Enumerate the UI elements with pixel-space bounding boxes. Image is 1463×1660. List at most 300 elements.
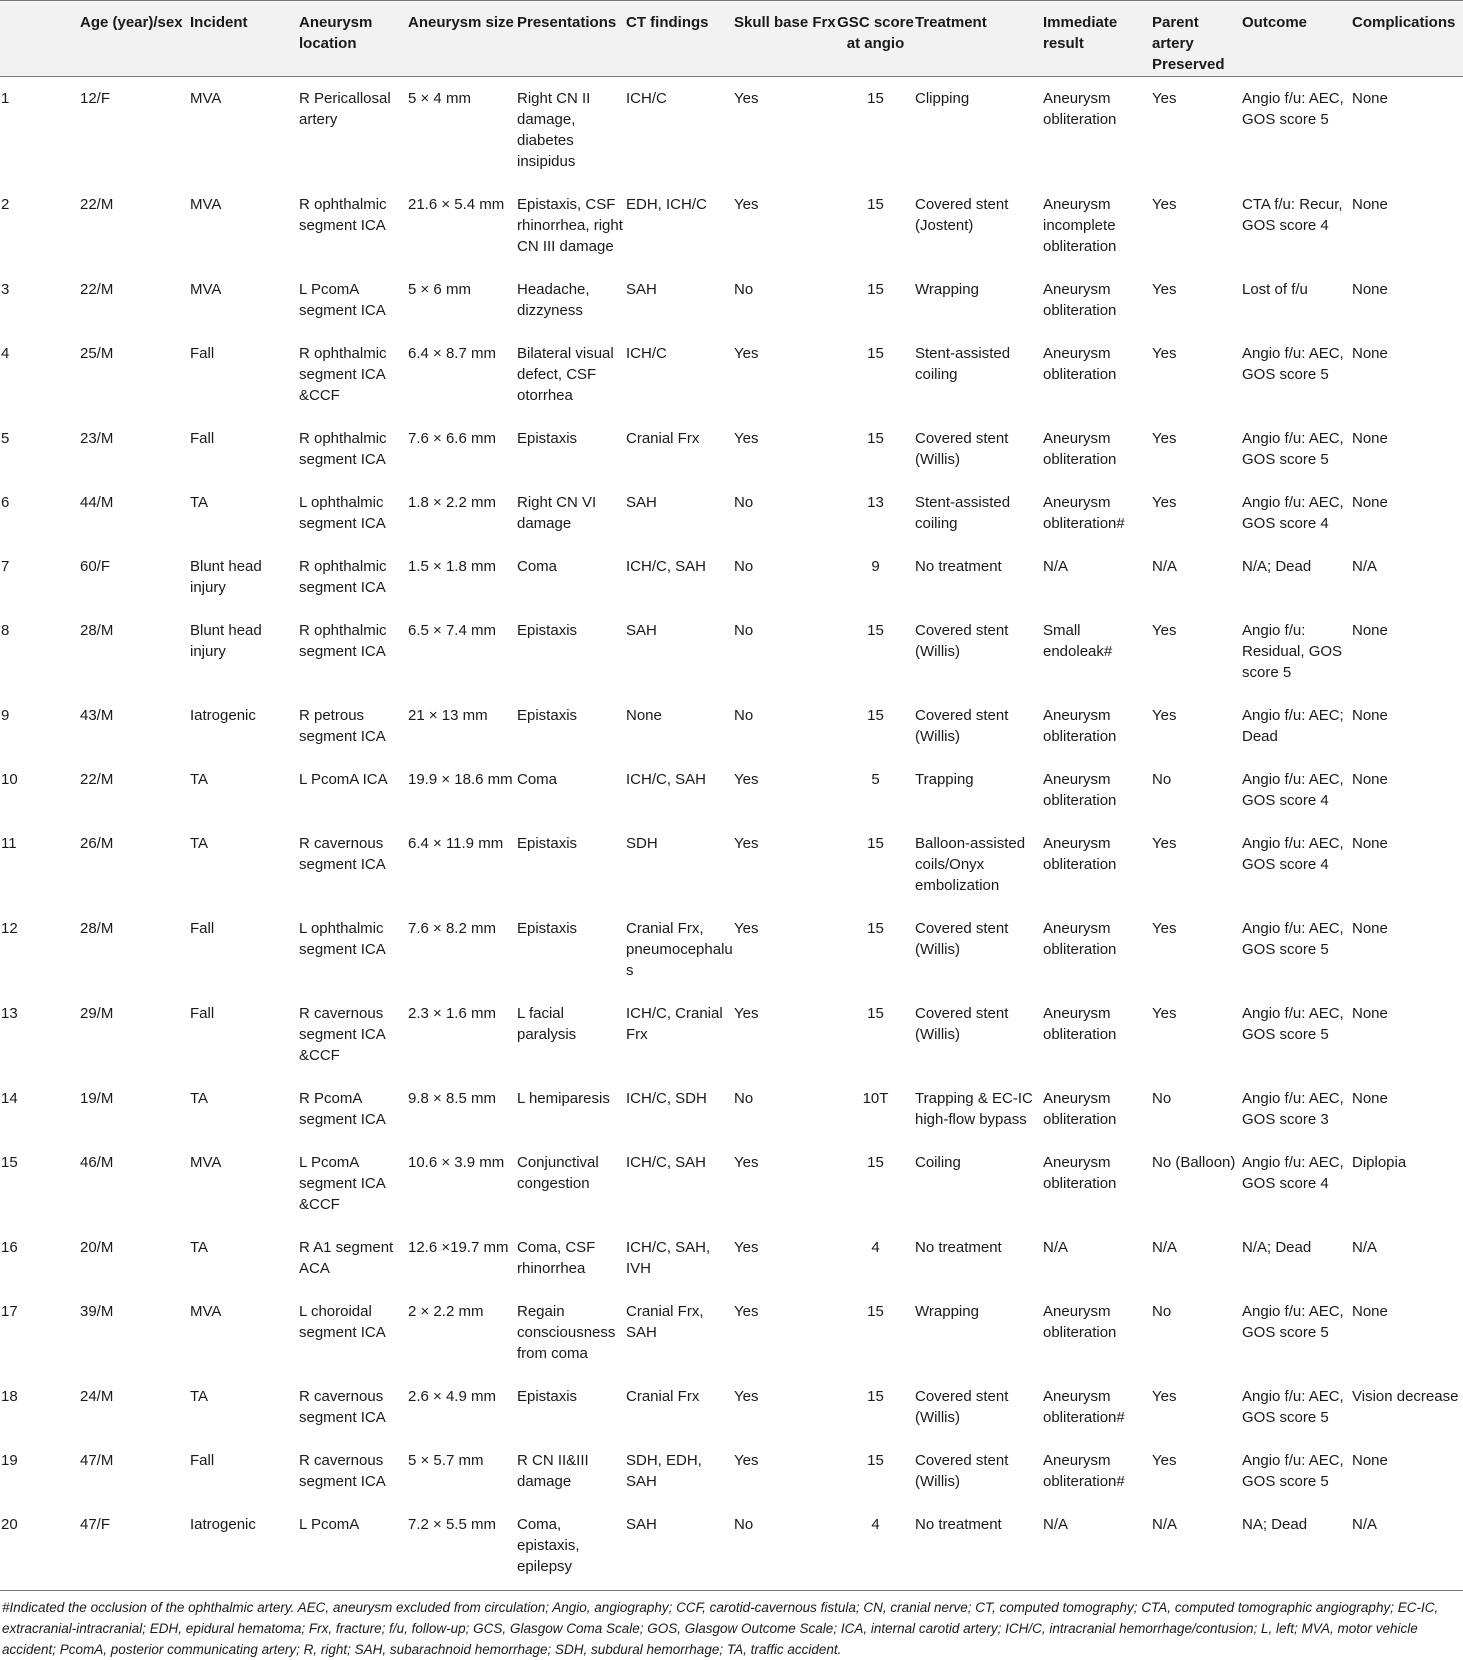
cell-age-sex: 39/M <box>80 1303 114 1320</box>
cell-ct-findings: ICH/C, Cranial Frx <box>626 1005 723 1043</box>
cell-presentations: Right CN II damage, diabetes insipidus <box>517 90 591 170</box>
cell-incident: MVA <box>190 1303 222 1320</box>
cell-ct-findings: Cranial Frx, pneumocephalus <box>626 920 733 979</box>
cell-age-sex: 28/M <box>80 622 114 639</box>
cell-aneurysm-size: 2 × 2.2 mm <box>408 1303 484 1320</box>
cell-presentations: Headache, dizzyness <box>517 281 590 319</box>
cell-parent-artery-preserved: No (Balloon) <box>1152 1154 1236 1171</box>
cell-gsc-score: 15 <box>867 622 884 639</box>
cell-incident: MVA <box>190 281 222 298</box>
cell-case-number: 16 <box>1 1239 18 1256</box>
cell-immediate-result: Aneurysm obliteration <box>1043 281 1117 319</box>
cell-skull-base-frx: Yes <box>734 345 759 362</box>
cell-skull-base-frx: No <box>734 707 754 724</box>
table-row <box>0 545 1463 609</box>
header-incident: Incident <box>189 1 298 77</box>
cell-age-sex: 29/M <box>80 1005 114 1022</box>
cell-immediate-result: Aneurysm obliteration# <box>1043 1452 1125 1490</box>
cell-complications: N/A <box>1352 558 1378 575</box>
cell-parent-artery-preserved: Yes <box>1152 281 1177 298</box>
cell-case-number: 3 <box>1 281 10 298</box>
cell-ct-findings: ICH/C <box>626 90 667 107</box>
cell-complications: None <box>1352 90 1388 107</box>
cell-case-number: 10 <box>1 771 18 788</box>
cell-case-number: 9 <box>1 707 10 724</box>
cell-aneurysm-size: 6.4 × 8.7 mm <box>408 345 496 362</box>
cell-aneurysm-size: 5 × 4 mm <box>408 90 471 107</box>
cell-treatment: Balloon-assisted coils/Onyx embolization <box>915 835 1026 894</box>
cell-complications: None <box>1352 1303 1388 1320</box>
cell-treatment: Covered stent (Willis) <box>915 1388 1009 1426</box>
cell-aneurysm-location: L choroidal segment ICA <box>299 1303 386 1341</box>
cell-aneurysm-location: R A1 segment ACA <box>299 1239 394 1277</box>
cell-treatment: Trapping <box>915 771 974 788</box>
cell-aneurysm-size: 2.6 × 4.9 mm <box>408 1388 496 1405</box>
header-aneurysm-location: Aneurysm location <box>298 1 407 77</box>
table-row <box>0 1077 1463 1141</box>
cell-complications: Vision decrease <box>1352 1388 1459 1405</box>
cell-age-sex: 46/M <box>80 1154 114 1171</box>
cell-case-number: 1 <box>1 90 10 107</box>
cell-complications: None <box>1352 430 1388 447</box>
cell-case-number: 20 <box>0 1503 79 1591</box>
cell-ct-findings: ICH/C, SAH, IVH <box>626 1239 711 1277</box>
table-row <box>0 1439 1463 1503</box>
cell-age-sex: 47/M <box>80 1452 114 1469</box>
cell-case-number: 19 <box>1 1452 18 1469</box>
cell-parent-artery-preserved: Yes <box>1152 1452 1177 1469</box>
cell-gsc-score: 15 <box>867 1005 884 1022</box>
cell-ct-findings: ICH/C, SAH <box>626 771 707 788</box>
cell-aneurysm-size: 12.6 ×19.7 mm <box>408 1239 509 1256</box>
cell-case-number: 8 <box>1 622 10 639</box>
cell-presentations: Epistaxis <box>517 1388 578 1405</box>
cell-ct-findings: Cranial Frx <box>626 430 700 447</box>
cell-parent-artery-preserved: Yes <box>1152 494 1177 511</box>
cell-age-sex: 28/M <box>80 920 114 937</box>
cell-aneurysm-location: R petrous segment ICA <box>299 707 386 745</box>
cell-treatment: Covered stent (Willis) <box>915 1005 1009 1043</box>
header-aneurysm-size: Aneurysm size <box>407 1 516 77</box>
cell-incident: MVA <box>190 90 222 107</box>
cell-aneurysm-size: 6.4 × 11.9 mm <box>408 835 504 852</box>
cell-gsc-score: 15 <box>867 281 884 298</box>
cell-aneurysm-location: L PcomA <box>298 1503 407 1591</box>
cell-immediate-result: Aneurysm obliteration <box>1043 707 1117 745</box>
cell-immediate-result: Aneurysm obliteration <box>1043 1005 1117 1043</box>
header-gsc-score: GSC score at angio <box>836 1 914 77</box>
cell-case-number: 12 <box>1 920 18 937</box>
cell-parent-artery-preserved: N/A <box>1152 1239 1178 1256</box>
cell-aneurysm-size: 21.6 × 5.4 mm <box>408 196 505 213</box>
cell-age-sex: 44/M <box>80 494 114 511</box>
cell-complications: None <box>1352 835 1388 852</box>
cell-age-sex: 20/M <box>80 1239 114 1256</box>
cell-incident: TA <box>190 1388 209 1405</box>
table-row <box>0 1290 1463 1375</box>
cell-ct-findings: ICH/C, SAH <box>626 558 707 575</box>
cell-incident: TA <box>190 835 209 852</box>
cell-complications: None <box>1352 622 1388 639</box>
cell-gsc-score: 15 <box>867 90 884 107</box>
cell-presentations: Coma <box>517 558 558 575</box>
cell-parent-artery-preserved: Yes <box>1152 430 1177 447</box>
cell-outcome: Angio f/u: AEC, GOS score 4 <box>1242 835 1344 873</box>
header-ct-findings: CT findings <box>625 1 733 77</box>
cell-aneurysm-location: L PcomA ICA <box>299 771 388 788</box>
table-row <box>0 822 1463 907</box>
cell-gsc-score: 15 <box>867 835 884 852</box>
cell-immediate-result: Aneurysm obliteration <box>1043 430 1117 468</box>
cell-immediate-result: N/A <box>1043 1239 1069 1256</box>
cell-outcome: NA; Dead <box>1241 1503 1351 1591</box>
header-presentations: Presentations <box>516 1 625 77</box>
cell-treatment: Wrapping <box>915 1303 979 1320</box>
cell-outcome: Angio f/u: AEC; Dead <box>1242 707 1344 745</box>
cell-skull-base-frx: Yes <box>734 1388 759 1405</box>
cell-complications: None <box>1352 1090 1388 1107</box>
cell-complications: N/A <box>1351 1503 1463 1591</box>
cell-skull-base-frx: No <box>734 494 754 511</box>
cell-ct-findings: EDH, ICH/C <box>626 196 707 213</box>
header-complications: Complications <box>1351 1 1463 77</box>
cell-gsc-score: 15 <box>867 1154 884 1171</box>
cell-skull-base-frx: Yes <box>734 1239 759 1256</box>
cell-aneurysm-size: 9.8 × 8.5 mm <box>408 1090 496 1107</box>
cell-parent-artery-preserved: Yes <box>1152 196 1177 213</box>
cell-aneurysm-location: R cavernous segment ICA <box>299 835 386 873</box>
cell-treatment: Stent-assisted coiling <box>915 494 1011 532</box>
cell-parent-artery-preserved: Yes <box>1152 835 1177 852</box>
cell-case-number: 18 <box>1 1388 18 1405</box>
cell-skull-base-frx: No <box>734 1090 754 1107</box>
cell-gsc-score: 5 <box>871 771 880 788</box>
cell-incident: MVA <box>190 1154 222 1171</box>
cell-parent-artery-preserved: Yes <box>1152 1005 1177 1022</box>
cell-skull-base-frx: No <box>733 1503 836 1591</box>
cell-age-sex: 22/M <box>80 281 114 298</box>
cell-complications: Diplopia <box>1352 1154 1407 1171</box>
cell-skull-base-frx: No <box>734 622 754 639</box>
cell-treatment: Trapping & EC-IC high-flow bypass <box>915 1090 1033 1128</box>
cell-incident: Fall <box>190 1005 215 1022</box>
cell-skull-base-frx: Yes <box>734 1303 759 1320</box>
cell-ct-findings: None <box>626 707 662 724</box>
cell-ct-findings: ICH/C <box>626 345 667 362</box>
cell-presentations: R CN II&III damage <box>517 1452 589 1490</box>
header-case-number <box>0 1 79 77</box>
cell-incident: Fall <box>190 1452 215 1469</box>
cell-skull-base-frx: Yes <box>734 90 759 107</box>
cell-aneurysm-location: R cavernous segment ICA <box>299 1452 386 1490</box>
cell-aneurysm-location: R PcomA segment ICA <box>299 1090 386 1128</box>
cell-presentations: Regain consciousness from coma <box>517 1303 616 1362</box>
cell-aneurysm-location: R ophthalmic segment ICA <box>299 558 387 596</box>
cell-parent-artery-preserved: No <box>1152 1303 1172 1320</box>
cell-case-number: 11 <box>1 835 17 852</box>
cell-aneurysm-size: 6.5 × 7.4 mm <box>408 622 496 639</box>
cell-treatment: No treatment <box>915 558 1002 575</box>
cell-outcome: Angio f/u: AEC, GOS score 4 <box>1242 771 1344 809</box>
cell-complications: None <box>1352 1452 1388 1469</box>
cell-complications: None <box>1352 345 1388 362</box>
cell-aneurysm-location: L ophthalmic segment ICA <box>299 920 386 958</box>
cell-parent-artery-preserved: Yes <box>1152 345 1177 362</box>
cell-immediate-result: Small endoleak# <box>1043 622 1113 660</box>
cell-ct-findings: SAH <box>626 494 657 511</box>
cell-ct-findings: SAH <box>626 281 657 298</box>
table-row <box>0 1226 1463 1290</box>
table-row <box>0 758 1463 822</box>
table-row <box>0 1375 1463 1439</box>
cell-immediate-result: Aneurysm obliteration <box>1043 90 1117 128</box>
header-outcome: Outcome <box>1241 1 1351 77</box>
cell-aneurysm-size: 5 × 6 mm <box>408 281 471 298</box>
cell-parent-artery-preserved: No <box>1152 1090 1172 1107</box>
cell-gsc-score: 4 <box>836 1503 914 1591</box>
cell-outcome: Angio f/u: AEC, GOS score 4 <box>1242 494 1344 532</box>
cell-outcome: Angio f/u: AEC, GOS score 5 <box>1242 1388 1344 1426</box>
cell-treatment: No treatment <box>915 1239 1002 1256</box>
cell-presentations: Bilateral visual defect, CSF otorrhea <box>517 345 614 404</box>
cell-gsc-score: 10T <box>862 1090 889 1107</box>
cell-incident: Blunt head injury <box>190 558 262 596</box>
cell-immediate-result: Aneurysm obliteration <box>1043 1154 1117 1192</box>
cell-incident: MVA <box>190 196 222 213</box>
cell-treatment: Covered stent (Willis) <box>915 707 1009 745</box>
cell-aneurysm-size: 1.5 × 1.8 mm <box>408 558 496 575</box>
cell-age-sex: 22/M <box>80 771 114 788</box>
cell-case-number: 2 <box>1 196 10 213</box>
cell-outcome: Angio f/u: AEC, GOS score 5 <box>1242 1005 1344 1043</box>
cell-incident: Fall <box>190 345 215 362</box>
cell-immediate-result: Aneurysm obliteration# <box>1043 1388 1125 1426</box>
cell-incident: Blunt head injury <box>190 622 262 660</box>
cell-gsc-score: 15 <box>867 920 884 937</box>
cell-incident: Iatrogenic <box>190 707 256 724</box>
cell-aneurysm-size: 10.6 × 3.9 mm <box>408 1154 505 1171</box>
cell-outcome: Angio f/u: AEC, GOS score 4 <box>1242 1154 1344 1192</box>
cell-complications: None <box>1352 771 1388 788</box>
cell-gsc-score: 15 <box>867 707 884 724</box>
header-immediate-result: Immediate result <box>1042 1 1151 77</box>
cell-immediate-result: Aneurysm obliteration <box>1043 1303 1117 1341</box>
cell-treatment: Covered stent (Willis) <box>915 1452 1009 1490</box>
cell-aneurysm-location: R ophthalmic segment ICA &CCF <box>299 345 387 404</box>
cell-age-sex: 25/M <box>80 345 114 362</box>
cell-ct-findings: SDH <box>626 835 658 852</box>
cell-incident: TA <box>190 1239 209 1256</box>
cell-complications: None <box>1352 707 1388 724</box>
cell-aneurysm-size: 7.2 × 5.5 mm <box>407 1503 516 1591</box>
cell-aneurysm-location: L ophthalmic segment ICA <box>299 494 386 532</box>
cell-outcome: Angio f/u: AEC, GOS score 5 <box>1242 920 1344 958</box>
table-row <box>0 183 1463 268</box>
cell-age-sex: 24/M <box>80 1388 114 1405</box>
header-age-sex: Age (year)/sex <box>79 1 189 77</box>
cell-skull-base-frx: No <box>734 558 754 575</box>
cell-incident: TA <box>190 494 209 511</box>
cell-presentations: Conjunctival congestion <box>517 1154 599 1192</box>
cell-presentations: Epistaxis <box>517 835 578 852</box>
cell-incident: Iatrogenic <box>189 1503 298 1591</box>
cell-skull-base-frx: Yes <box>734 196 759 213</box>
table-row <box>0 694 1463 758</box>
cell-gsc-score: 9 <box>871 558 880 575</box>
cell-aneurysm-location: R cavernous segment ICA &CCF <box>299 1005 385 1064</box>
table-footnote: #Indicated the occlusion of the ophthalmic artery. AEC, aneurysm excluded from circulation; Angio, angiography; CCF, carotid-cavernous fistula; CN, cranial nerve; CT, computed tomography; CTA, computed tomographic angiography; EC-IC, extracranial-intracranial; EDH, epidural hematoma; Frx, fracture; f/u, follow-up; GCS, Glasgow Coma Scale; GOS, Glasgow Outcome Scale; ICA, internal carotid artery; ICH/C, intracranial hemorrhage/contusion; L, left; MVA, motor vehicle accident; PcomA, posterior communicating artery; R, right; SAH, subarachnoid hemorrhage; SDH, subdural hemorrhage; TA, traffic accident. <box>2 1600 1439 1657</box>
cell-age-sex: 22/M <box>80 196 114 213</box>
cell-parent-artery-preserved: Yes <box>1152 622 1177 639</box>
cell-outcome: Angio f/u: AEC, GOS score 5 <box>1242 90 1344 128</box>
table-header-row <box>0 1 1463 77</box>
cell-ct-findings: ICH/C, SDH <box>626 1090 707 1107</box>
cell-immediate-result: Aneurysm obliteration <box>1043 835 1117 873</box>
cell-aneurysm-size: 21 × 13 mm <box>408 707 488 724</box>
cell-outcome: Angio f/u: AEC, GOS score 5 <box>1242 430 1344 468</box>
cell-presentations: Right CN VI damage <box>517 494 597 532</box>
cell-complications: None <box>1352 281 1388 298</box>
table-row <box>0 609 1463 694</box>
cell-treatment: Stent-assisted coiling <box>915 345 1011 383</box>
cell-ct-findings: SAH <box>625 1503 733 1591</box>
cell-case-number: 6 <box>1 494 10 511</box>
cell-gsc-score: 15 <box>867 1452 884 1469</box>
cell-gsc-score: 15 <box>867 1388 884 1405</box>
cell-incident: TA <box>190 771 209 788</box>
cell-age-sex: 43/M <box>80 707 114 724</box>
cell-treatment: No treatment <box>914 1503 1042 1591</box>
cell-presentations: Epistaxis, CSF rhinorrhea, right CN III damage <box>517 196 623 255</box>
cell-treatment: Covered stent (Willis) <box>915 622 1009 660</box>
cell-outcome: Angio f/u: AEC, GOS score 5 <box>1242 345 1344 383</box>
cell-parent-artery-preserved: Yes <box>1152 1388 1177 1405</box>
cell-ct-findings: SDH, EDH, SAH <box>626 1452 702 1490</box>
cell-presentations: Epistaxis <box>517 920 578 937</box>
table-row <box>0 268 1463 332</box>
cell-aneurysm-size: 7.6 × 6.6 mm <box>408 430 496 447</box>
cell-immediate-result: Aneurysm obliteration# <box>1043 494 1125 532</box>
table-row <box>0 417 1463 481</box>
cell-presentations: Epistaxis <box>517 430 578 447</box>
cell-case-number: 5 <box>1 430 10 447</box>
cell-skull-base-frx: Yes <box>734 1452 759 1469</box>
cell-immediate-result: Aneurysm incomplete obliteration <box>1043 196 1117 255</box>
cell-treatment: Coiling <box>915 1154 961 1171</box>
cell-gsc-score: 15 <box>867 430 884 447</box>
cell-skull-base-frx: Yes <box>734 835 759 852</box>
cell-skull-base-frx: Yes <box>734 1154 759 1171</box>
header-treatment: Treatment <box>914 1 1042 77</box>
cell-outcome: N/A; Dead <box>1242 1239 1312 1256</box>
cell-skull-base-frx: Yes <box>734 771 759 788</box>
cell-age-sex: 47/F <box>79 1503 189 1591</box>
cell-age-sex: 23/M <box>80 430 114 447</box>
cell-treatment: Clipping <box>915 90 970 107</box>
cell-immediate-result: Aneurysm obliteration <box>1043 1090 1117 1128</box>
cell-outcome: N/A; Dead <box>1242 558 1312 575</box>
cell-aneurysm-location: R ophthalmic segment ICA <box>299 622 387 660</box>
cell-outcome: Angio f/u: AEC, GOS score 5 <box>1242 1303 1344 1341</box>
cell-complications: None <box>1352 1005 1388 1022</box>
cell-immediate-result: Aneurysm obliteration <box>1043 920 1117 958</box>
cell-gsc-score: 15 <box>867 345 884 362</box>
cell-aneurysm-size: 1.8 × 2.2 mm <box>408 494 496 511</box>
cell-case-number: 13 <box>1 1005 18 1022</box>
table-row <box>0 907 1463 992</box>
cell-case-number: 14 <box>1 1090 18 1107</box>
cell-ct-findings: Cranial Frx <box>626 1388 700 1405</box>
cell-treatment: Covered stent (Willis) <box>915 430 1009 468</box>
cell-incident: TA <box>190 1090 209 1107</box>
cell-presentations: Epistaxis <box>517 622 578 639</box>
cell-age-sex: 26/M <box>80 835 114 852</box>
cell-complications: None <box>1352 196 1388 213</box>
cell-case-number: 17 <box>1 1303 18 1320</box>
cell-gsc-score: 15 <box>867 196 884 213</box>
cell-parent-artery-preserved: N/A <box>1151 1503 1241 1591</box>
cell-ct-findings: SAH <box>626 622 657 639</box>
cell-parent-artery-preserved: Yes <box>1152 90 1177 107</box>
cell-immediate-result: N/A <box>1042 1503 1151 1591</box>
cell-parent-artery-preserved: Yes <box>1152 920 1177 937</box>
cell-presentations: Coma <box>517 771 558 788</box>
cell-presentations: L facial paralysis <box>517 1005 577 1043</box>
cell-treatment: Covered stent (Jostent) <box>915 196 1009 234</box>
table-row <box>0 1503 1463 1591</box>
cell-age-sex: 60/F <box>80 558 111 575</box>
cell-complications: None <box>1352 494 1388 511</box>
header-skull-base-frx: Skull base Frx <box>733 1 836 77</box>
cell-treatment: Covered stent (Willis) <box>915 920 1009 958</box>
cell-presentations: L hemiparesis <box>517 1090 610 1107</box>
cell-outcome: Angio f/u: AEC, GOS score 5 <box>1242 1452 1344 1490</box>
cell-case-number: 4 <box>1 345 10 362</box>
cell-immediate-result: N/A <box>1043 558 1069 575</box>
cell-gsc-score: 13 <box>867 494 884 511</box>
cell-age-sex: 12/F <box>80 90 111 107</box>
table-row <box>0 481 1463 545</box>
cell-outcome: Angio f/u: AEC, GOS score 3 <box>1242 1090 1344 1128</box>
cell-incident: Fall <box>190 430 215 447</box>
cell-presentations: Coma, CSF rhinorrhea <box>517 1239 596 1277</box>
cell-aneurysm-location: R cavernous segment ICA <box>299 1388 386 1426</box>
cell-parent-artery-preserved: Yes <box>1152 707 1177 724</box>
cell-aneurysm-size: 2.3 × 1.6 mm <box>408 1005 496 1022</box>
cell-skull-base-frx: No <box>734 281 754 298</box>
cell-incident: Fall <box>190 920 215 937</box>
cell-gsc-score: 15 <box>867 1303 884 1320</box>
table-body <box>0 77 1463 1591</box>
cell-age-sex: 19/M <box>80 1090 114 1107</box>
table-row <box>0 77 1463 184</box>
cell-skull-base-frx: Yes <box>734 920 759 937</box>
cell-outcome: Angio f/u: Residual, GOS score 5 <box>1242 622 1343 681</box>
cell-parent-artery-preserved: N/A <box>1152 558 1178 575</box>
cell-presentations: Epistaxis <box>517 707 578 724</box>
cell-presentations: Coma, epistaxis, epilepsy <box>516 1503 625 1591</box>
table-row <box>0 332 1463 417</box>
cell-case-number: 7 <box>1 558 10 575</box>
cell-aneurysm-location: R ophthalmic segment ICA <box>299 430 387 468</box>
cell-skull-base-frx: Yes <box>734 1005 759 1022</box>
cell-parent-artery-preserved: No <box>1152 771 1172 788</box>
table-row <box>0 992 1463 1077</box>
cell-aneurysm-size: 5 × 5.7 mm <box>408 1452 484 1469</box>
cell-case-number: 15 <box>1 1154 18 1171</box>
cell-outcome: Lost of f/u <box>1242 281 1308 298</box>
cell-complications: N/A <box>1352 1239 1378 1256</box>
